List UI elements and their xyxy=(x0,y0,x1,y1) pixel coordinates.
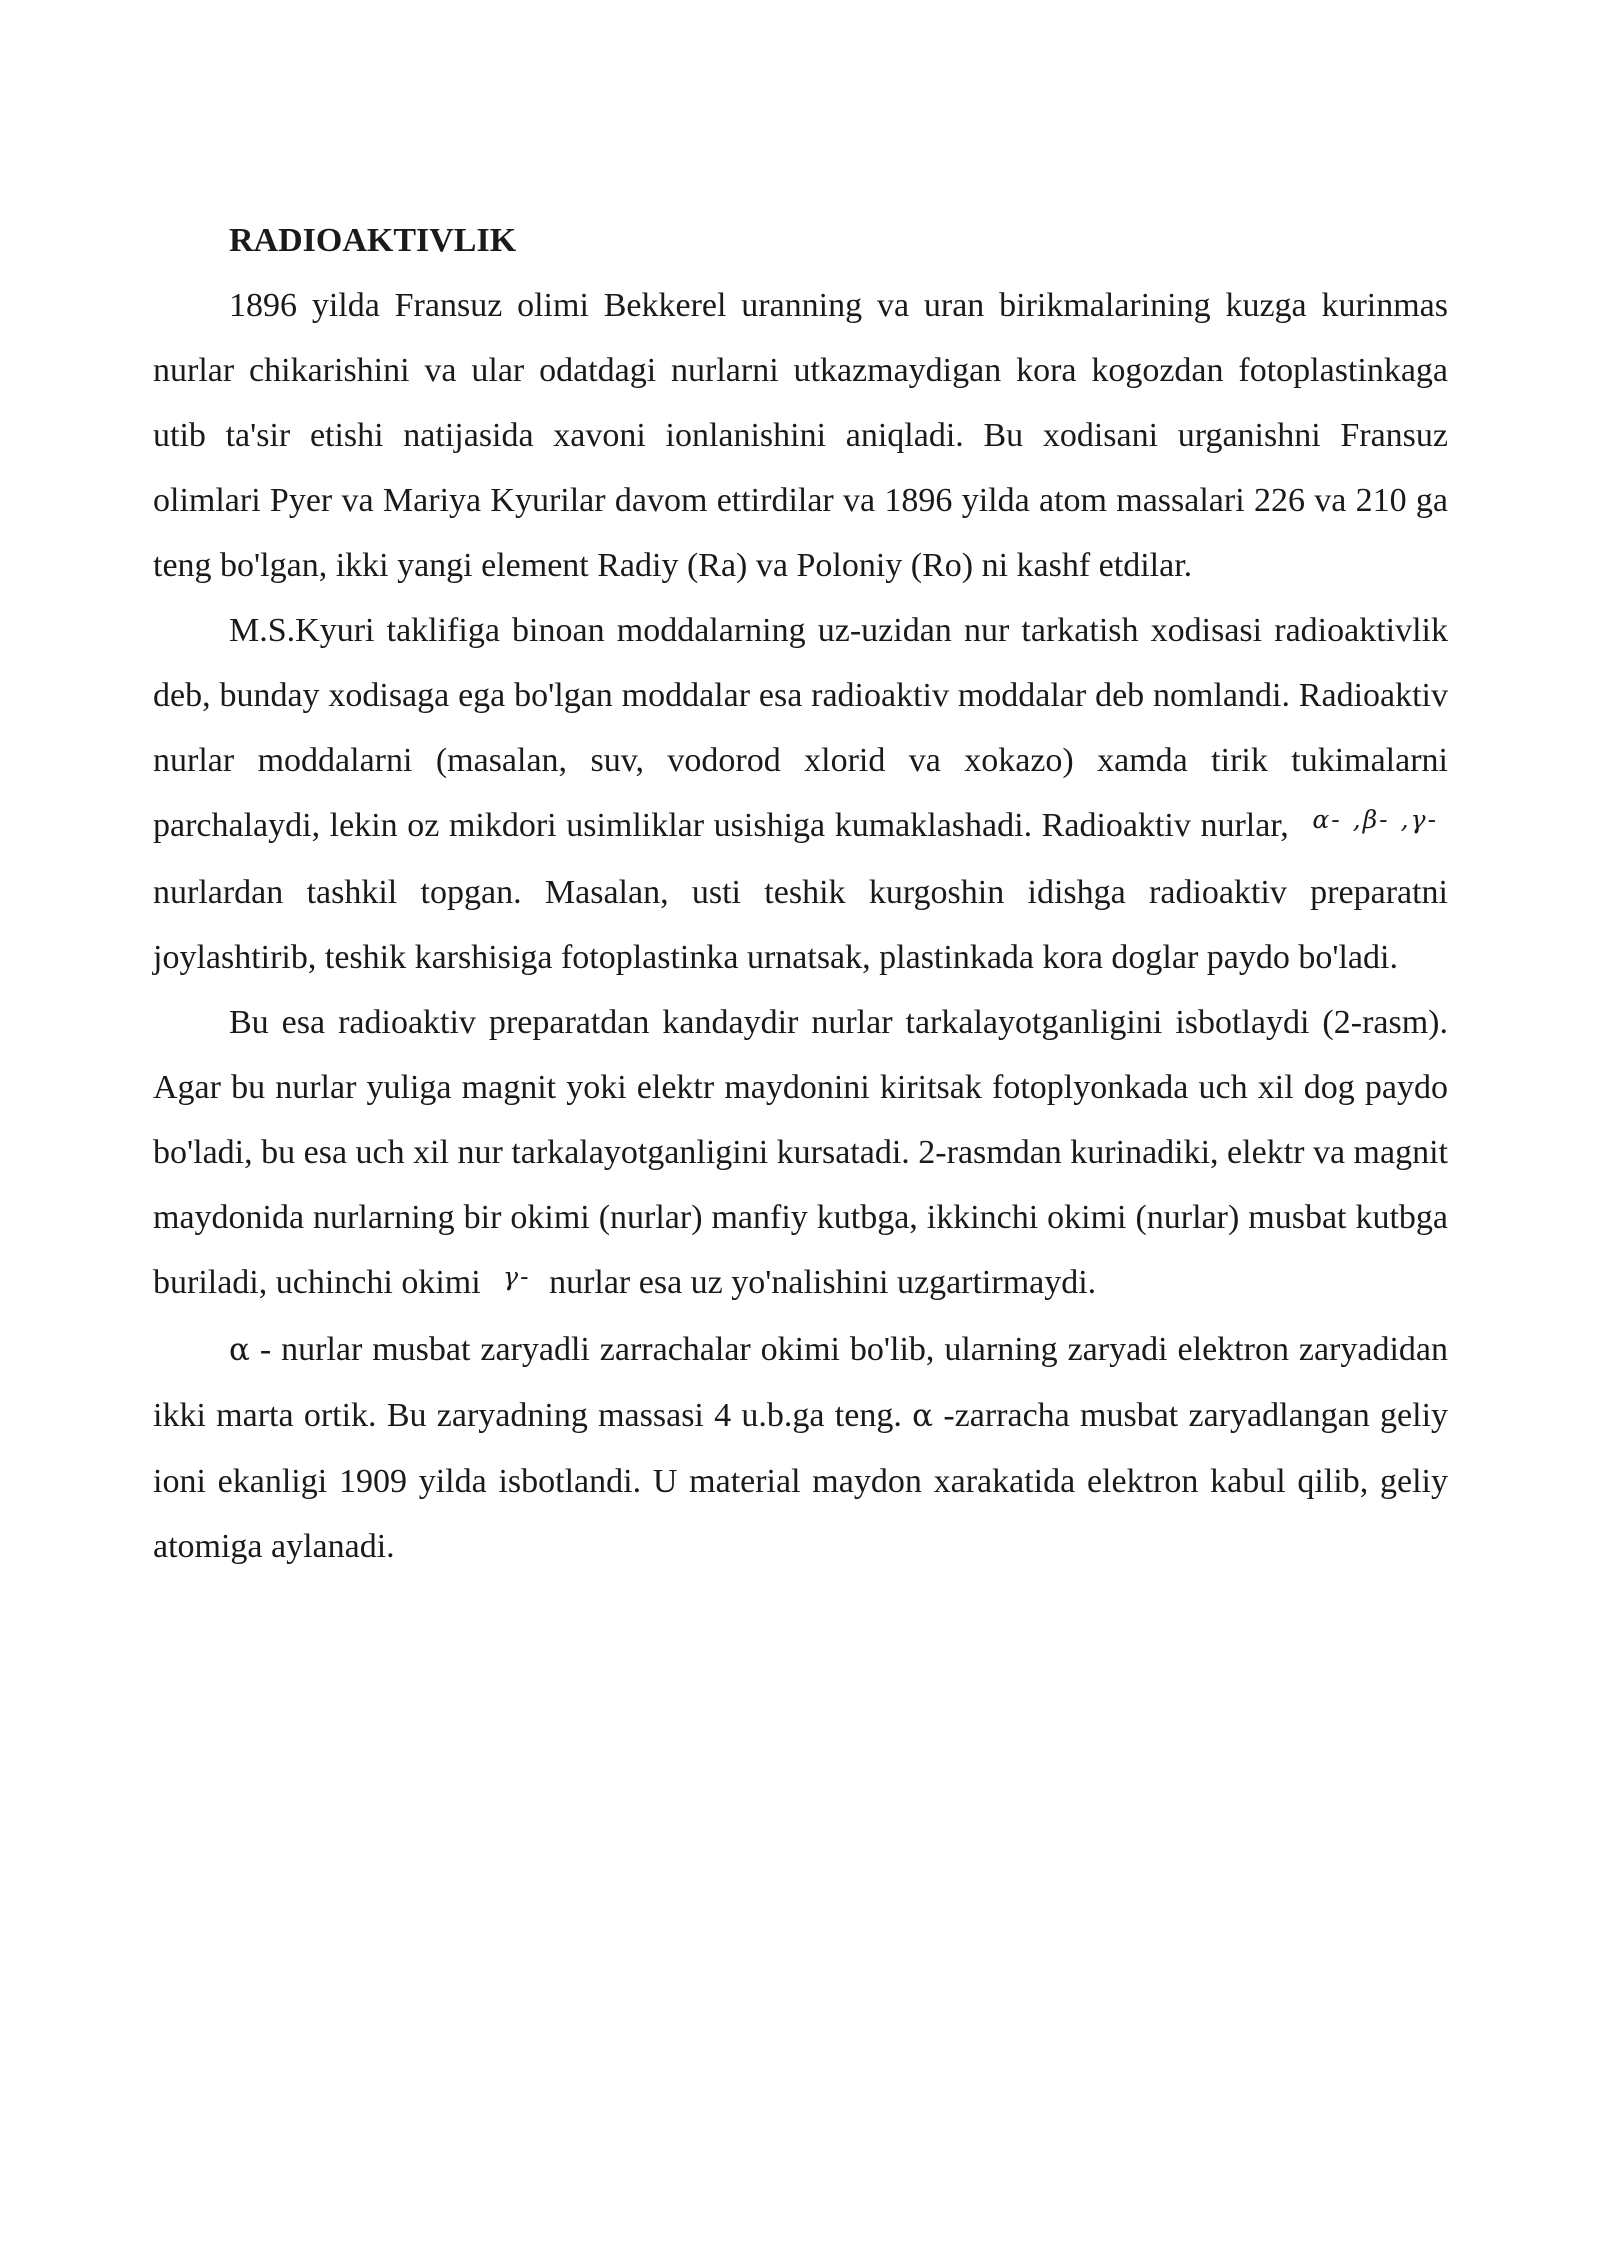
document-heading: RADIOAKTIVLIK xyxy=(229,222,517,259)
alpha-symbol-2: α xyxy=(912,1398,934,1434)
paragraph-3 xyxy=(153,990,1448,1317)
paragraph-3-text-before: Bu esa radioaktiv preparatdan kandaydir nurlar tarkalayotganligini isbotlaydi (2-rasm). Agar bu nurlar yuliga magnit yoki elektr maydonini kiritsak fotoplyonkada uch xil dog paydo bo'ladi, bu esa uch xil nur tarkalayotganligini kursatadi. 2-rasmdan kurinadiki, elektr va magnit maydonida nurlarning bir okimi (nurlar) manfiy kutbga, ikkinchi okimi (nurlar) musbat kutbga buriladi, uchinchi okimi xyxy=(153,1004,1448,1301)
paragraph-2-text-before: M.S.Kyuri taklifiga binoan moddalarning uz-uzidan nur tarkatish xodisasi radioaktivlik deb, bunday xodisaga ega bo'lgan moddalar esa radioaktiv moddalar deb nomlandi. Radioaktiv nurlar moddalarni (masalan, suv, vodorod xlorid va xokazo) xamda tirik tukimalarni parchalaydi, lekin oz mikdori usimliklar usishiga kumaklashadi. Radioaktiv nurlar, xyxy=(153,612,1448,844)
document-body xyxy=(153,208,1448,1579)
paragraph-2 xyxy=(153,598,1448,990)
paragraph-4-text-2: -zarracha musbat zaryadlangan geliy ioni ekanligi 1909 yilda isbotlandi. U material maydon xarakatida elektron kabul qilib, geliy atomiga aylanadi. xyxy=(153,1397,1449,1565)
paragraph-4-text-1: - nurlar musbat zaryadli zarrachalar okimi bo'lib, ularning zaryadi elektron zaryadidan ikki marta ortik. Bu zaryadning massasi 4 u.b.ga teng. xyxy=(153,1331,1449,1434)
paragraph-2-text-after: nurlardan tashkil topgan. Masalan, usti teshik kurgoshin idishga radioaktiv preparatni joylashtirib, teshik karshisiga fotoplastinka urnatsak, plastinkada kora doglar paydo bo'ladi. xyxy=(153,874,1448,976)
paragraph-4 xyxy=(153,1317,1448,1579)
gamma-formula: γ- xyxy=(503,1262,531,1291)
paragraph-3-text-after: nurlar esa uz yo'nalishini uzgartirmaydi. xyxy=(549,1264,1097,1301)
alpha-symbol: α xyxy=(229,1332,250,1368)
paragraph-1: 1896 yilda Fransuz olimi Bekkerel uranning va uran birikmalarining kuzga kurinmas nurlar chikarishini va ular odatdagi nurlarni utkazmaydigan kora kogozdan fotoplastinkaga utib ta'sir etishi natijasida xavoni ionlanishini aniqladi. Bu xodisani urganishni Fransuz olimlari Pyer va Mariya Kyurilar davom ettirdilar va 1896 yilda atom massalari 226 va 210 ga teng bo'lgan, ikki yangi element Radiy (Ra) va Poloniy (Ro) ni kashf etdilar. xyxy=(153,287,1448,584)
alpha-beta-gamma-formula: α- ,β- ,γ- xyxy=(1312,805,1439,834)
